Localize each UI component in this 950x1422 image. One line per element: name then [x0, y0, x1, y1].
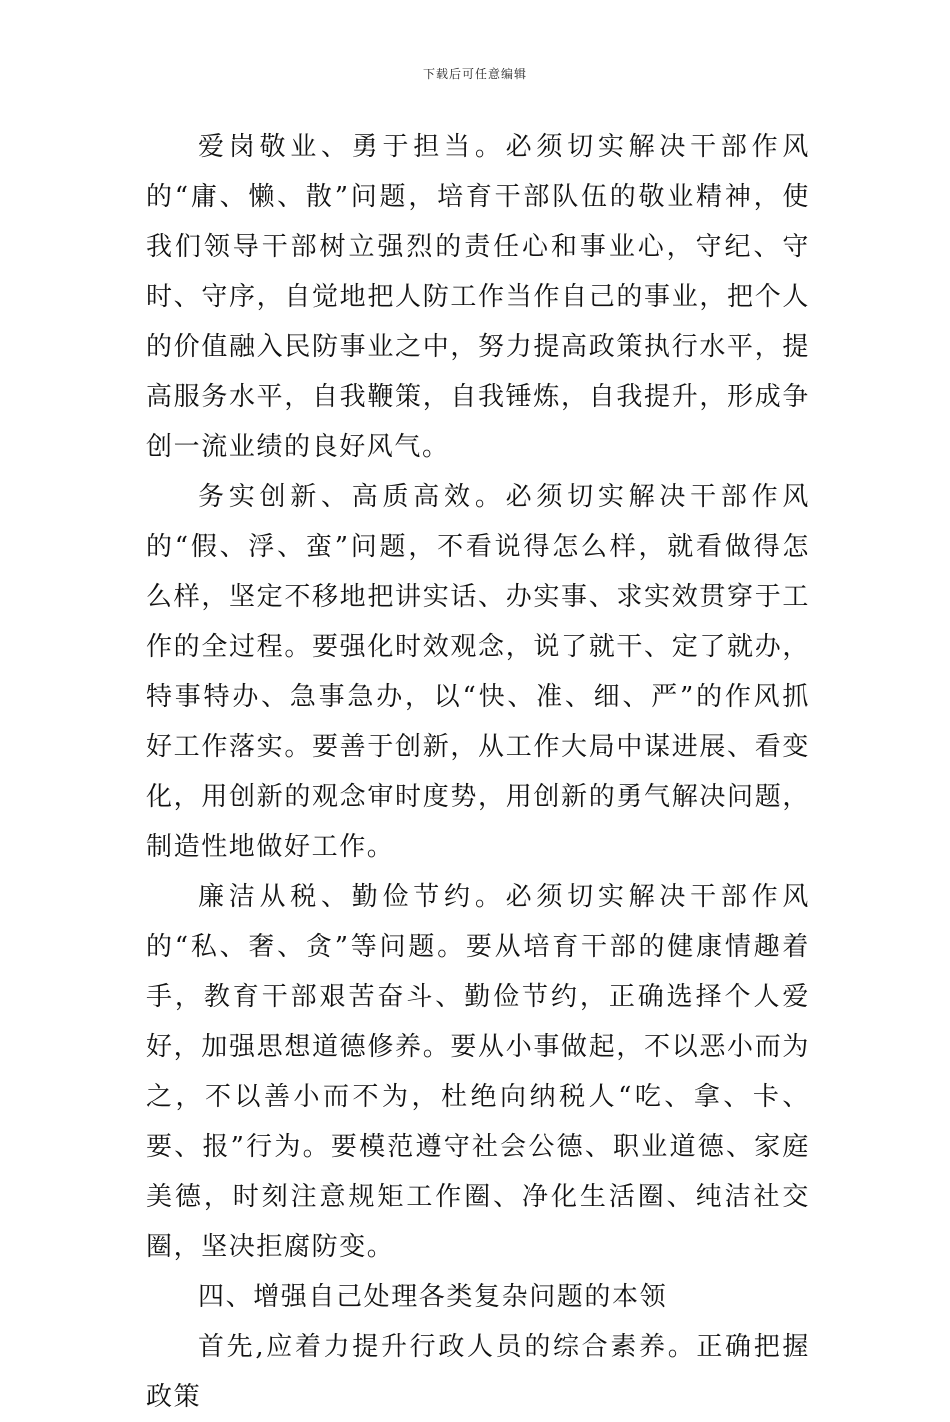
paragraph-integrity: 廉洁从税、勤俭节约。必须切实解决干部作风的“私、奢、贪”等问题。要从培育干部的健康情趣着手，教育干部艰苦奋斗、勤俭节约，正确选择个人爱好，加强思想道德修养。要从小事做起，不以恶小而为之，不以善小而不为，杜绝向纳税人“吃、拿、卡、要、报”行为。要模范遵守社会公德、职业道德、家庭美德，时刻注意规矩工作圈、净化生活圈、纯洁社交圈，坚决拒腐防变。: [146, 882, 810, 1262]
paragraph-first: 首先,应着力提升行政人员的综合素养。正确把握政策: [146, 1332, 810, 1412]
document-body: [146, 122, 810, 1422]
paragraph-innovation: 务实创新、高质高效。必须切实解决干部作风的“假、浮、蛮”问题，不看说得怎么样，就看做得怎么样，坚定不移地把讲实话、办实事、求实效贯穿于工作的全过程。要强化时效观念，说了就干、定了就办，特事特办、急事急办，以“快、准、细、严”的作风抓好工作落实。要善于创新，从工作大局中谋进展、看变化，用创新的观念审时度势，用创新的勇气解决问题，制造性地做好工作。: [146, 482, 810, 862]
section-heading: 四、增强自己处理各类复杂问题的本领: [198, 1282, 668, 1312]
header-note: 下载后可任意编辑: [422, 67, 527, 81]
paragraph-dedication: 爱岗敬业、勇于担当。必须切实解决干部作风的“庸、懒、散”问题，培育干部队伍的敬业精神，使我们领导干部树立强烈的责任心和事业心，守纪、守时、守序，自觉地把人防工作当作自己的事业，把个人的价值融入民防事业之中，努力提高政策执行水平，提高服务水平，自我鞭策，自我锤炼，自我提升，形成争创一流业绩的良好风气。: [146, 132, 810, 462]
